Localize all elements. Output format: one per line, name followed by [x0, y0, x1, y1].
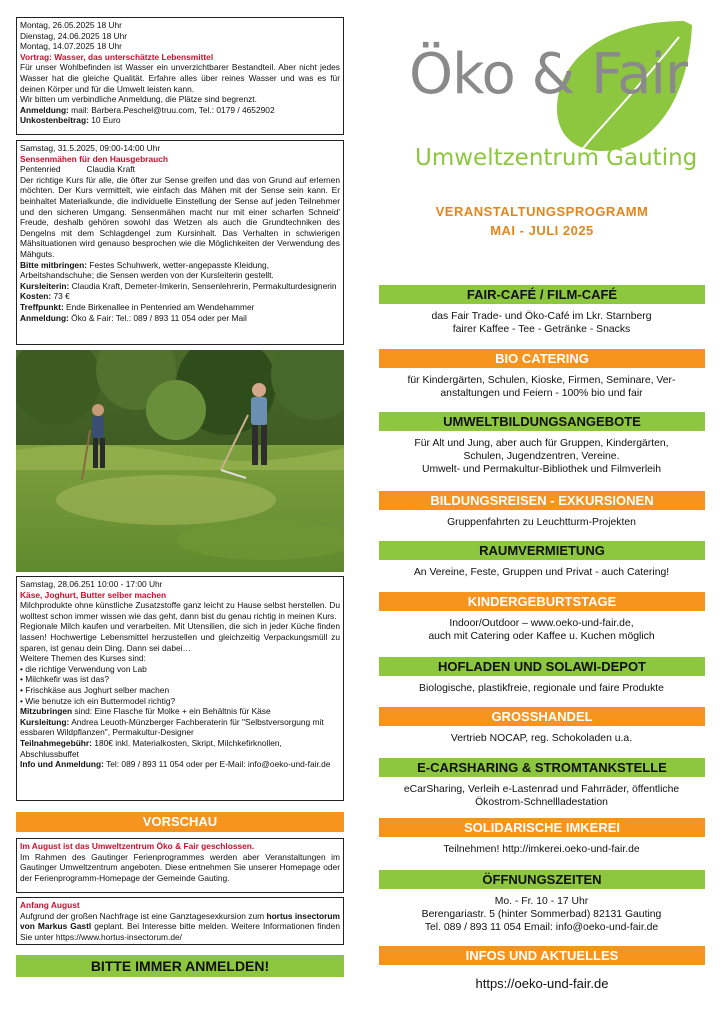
- event-body-2: Regionale Milch kaufen und verarbeiten. Mit Utensilien, die sich in jeder Küche finden lassen! Hochwertige Lebensmittel herzustellen und gleichzeitig Verpackungsmüll zu sparen, ist genau dein Ding. Dann sei dabei…: [20, 621, 340, 653]
- service-line: eCarSharing, Verleih e-Lastenrad und Fahrräder, öffentliche: [403, 784, 680, 795]
- service-line: An Vereine, Feste, Gruppen und Privat - auch Catering!: [413, 567, 670, 578]
- event-date: Dienstag, 24.06.2025 18 Uhr: [20, 30, 128, 41]
- service-line: fairer Kaffee - Tee - Getränke - Snacks: [452, 324, 631, 335]
- meadow-scene-image: [16, 350, 344, 572]
- event-water: [16, 17, 344, 135]
- preview-title: Im August ist das Umweltzentrum Öko & Fair geschlossen.: [20, 841, 255, 851]
- service-line: Mo. - Fr. 10 - 17 Uhr: [494, 896, 589, 907]
- service-heading: HOFLADEN UND SOLAWI-DEPOT: [379, 657, 705, 676]
- service-line: Für Alt und Jung, aber auch für Gruppen, Kindergärten,: [414, 438, 669, 449]
- event-registration: Anmeldung: mail: Barbera.Peschel@truu.com, Tel.: 0179 / 4652902: [20, 104, 275, 115]
- logo-subtitle: Umweltzentrum Gauting: [415, 145, 698, 171]
- service-description: [379, 516, 704, 529]
- event-lead: Kursleitung: Andrea Leuoth-Münzberger Fachberaterin für "Selbstversorgung mit essbaren Wildpflanzen", Permakultur-Designer: [20, 716, 324, 738]
- service-line: Umwelt- und Permakultur-Bibliothek und Filmverleih: [421, 464, 662, 475]
- service-description: [379, 895, 704, 934]
- service-heading: RAUMVERMIETUNG: [379, 541, 705, 560]
- scything-photo: [16, 350, 344, 572]
- service-line: für Kindergärten, Schulen, Kioske, Firmen, Seminare, Ver-: [407, 375, 676, 386]
- event-meeting-point: Treffpunkt: Ende Birkenallee in Pentenried am Wendehammer: [20, 301, 255, 312]
- event-topics-intro: Weitere Themen des Kurses sind:: [20, 653, 146, 664]
- service-line: Biologische, plastikfreie, regionale und faire Produkte: [419, 683, 664, 694]
- service-line: Indoor/Outdoor – www.oeko-und-fair.de,: [449, 618, 634, 629]
- service-heading: FAIR-CAFÉ / FILM-CAFÉ: [379, 285, 705, 304]
- preview-body: Im Rahmen des Gautinger Ferienprogrammes werden aber Veranstaltungen im Gautinger Umweltzentrum angeboten. Diese entnehmen Sie unserer Homepage oder der Ferienprogramm-Homepage der Gemeinde Gauting.: [20, 851, 340, 883]
- service-heading: BIO CATERING: [379, 349, 705, 368]
- service-description: [379, 682, 704, 695]
- event-lead: Kursleiterin: Claudia Kraft, Demeter-Imkerin, Sensenlehrerin, Permakulturdesignerin: [20, 280, 337, 291]
- service-line: Ökostrom-Schnellladestation: [475, 797, 608, 808]
- service-line: das Fair Trade- und Öko-Café im Lkr. Starnberg: [431, 311, 652, 322]
- list-item: • Milchkefir was ist das?: [20, 674, 110, 685]
- list-item: • Wie benutze ich ein Buttermodel richtig?: [20, 695, 176, 706]
- service-heading: SOLIDARISCHE IMKEREI: [379, 818, 705, 837]
- service-heading: KINDERGEBURTSTAGE: [379, 592, 705, 611]
- service-description: [379, 374, 704, 400]
- event-registration: Info und Anmeldung: Tel: 089 / 893 11 054 oder per E-Mail: info@oeko-und-fair.de: [20, 759, 331, 770]
- event-date: Montag, 14.07.2025 18 Uhr: [20, 41, 122, 52]
- event-date: Samstag, 31.5.2025, 09:00-14:00 Uhr: [20, 143, 161, 153]
- preview-body: Aufgrund der großen Nachfrage ist eine Ganztagesexkursion zum hortus insectorum von Markus Gastl geplant. Bei Interesse bitte melden. Weitere Informationen finden Sie unter https://www.hortus-insectorum.de/: [20, 910, 340, 942]
- service-description: [379, 310, 704, 336]
- event-registration: Anmeldung: Öko & Fair: Tel.: 089 / 893 11 054 oder per Mail: [20, 312, 247, 323]
- preview-title: Anfang August: [20, 900, 80, 910]
- service-description: [379, 732, 704, 745]
- service-heading: E-CARSHARING & STROMTANKSTELLE: [379, 758, 705, 777]
- event-cost: Kosten: 73 €: [20, 291, 70, 302]
- service-description: [379, 437, 704, 476]
- service-line: Gruppenfahrten zu Leuchtturm-Projekten: [447, 517, 636, 528]
- event-title: Vortrag: Wasser, das unterschätzte Lebensmittel: [20, 51, 214, 62]
- service-line: anstaltungen und Feiern - 100% bio und fair: [440, 388, 643, 399]
- service-description: [379, 783, 704, 809]
- service-heading: GROSSHANDEL: [379, 707, 705, 726]
- event-bring: Bitte mitbringen: Festes Schuhwerk, wetter-angepasste Kleidung, Arbeitshandschuhe; die Sensen werden von der Kursleiterin gestellt.: [20, 259, 274, 281]
- preview-excursion: [16, 897, 344, 945]
- service-line: Schulen, Jugendzentren, Vereine.: [463, 451, 620, 462]
- service-heading: ÖFFNUNGSZEITEN: [379, 870, 705, 889]
- service-heading: BILDUNGSREISEN - EXKURSIONEN: [379, 491, 705, 510]
- preview-heading: VORSCHAU: [16, 812, 344, 832]
- logo: [379, 17, 705, 187]
- preview-august-closed: [16, 838, 344, 893]
- event-fee: Teilnahmegebühr: 180€ inkl. Materialkosten, Skript, Milchkefirknollen, Abschlussbuffet: [20, 737, 282, 759]
- event-cost: Unkostenbeitrag: 10 Euro: [20, 115, 121, 126]
- service-line: Tel. 089 / 893 11 054 Email: info@oeko-und-fair.de: [424, 922, 659, 933]
- service-line: Berengariastr. 5 (hinter Sommerbad) 82131 Gauting: [421, 909, 662, 920]
- event-title: Sensenmähen für den Hausgebrauch: [20, 153, 168, 164]
- event-note: Wir bitten um verbindliche Anmeldung, die Plätze sind begrenzt.: [20, 94, 257, 105]
- list-item: • die richtige Verwendung von Lab: [20, 663, 147, 674]
- program-period: MAI - JULI 2025: [490, 223, 594, 238]
- list-item: • Frischkäse aus Joghurt selber machen: [20, 684, 170, 695]
- service-heading: UMWELTBILDUNGSANGEBOTE: [379, 412, 705, 431]
- program-title: VERANSTALTUNGSPROGRAMM: [435, 204, 649, 219]
- event-date: Samstag, 28.06.251 10:00 - 17:00 Uhr: [20, 579, 163, 589]
- event-body: Milchprodukte ohne künstliche Zusatzstoffe ganz leicht zu Hause selbst herstellen. Du wolltest schon immer wissen wie das geht, dann bist du genau richtig in meinen Kurs.: [20, 600, 340, 621]
- event-scythe: [16, 140, 344, 345]
- service-line: Teilnehmen! http://imkerei.oeko-und-fair.de: [443, 844, 640, 855]
- event-teacher: Pentenried Claudia Kraft: [20, 164, 135, 175]
- event-title: Käse, Joghurt, Butter selber machen: [20, 589, 167, 600]
- event-bring: Mitzubringen sind: Eine Flasche für Molke + ein Behältnis für Käse: [20, 706, 271, 717]
- event-date: Montag, 26.05.2025 18 Uhr: [20, 20, 122, 30]
- event-cheese: [16, 576, 344, 801]
- service-heading: INFOS UND AKTUELLES: [379, 946, 705, 965]
- service-line: Vertrieb NOCAP, reg. Schokoladen u.a.: [450, 733, 633, 744]
- event-body: Der richtige Kurs für alle, die öfter zur Sense greifen und das von Grund auf erlernen möchten. Der Kurs vermittelt, wie einfach das Mähen mit der Sense sein kann. Er beinhaltet Materialkunde, die individuelle Einstellung der Sense auf jeden Teilnehmer und den sicheren Umgang. Sensenmähen macht nur mit einer scharfen Schneid' Freude, deshalb gehören sowohl das Wetzen als auch die Grundtechniken des Dengelns mit dem Schlagdengel zum Kursinhalt. Das Verhalten in schwierigen Mähsituationen wird genauso besprochen wie die Möglichkeiten der Verwendung des Mähguts.: [20, 174, 340, 259]
- event-body: Für unser Wohlbefinden ist Wasser ein unverzichtbarer Bestandteil. Aber nicht jedes Wasser hat die gleiche Qualität. Erfahre alles über reines Wasser und was es für deinen Körper und für die Umwelt leisten kann.: [20, 62, 340, 94]
- service-description: [379, 566, 704, 579]
- service-description: [379, 617, 704, 643]
- service-description: [379, 843, 704, 856]
- service-line: auch mit Catering oder Kaffee u. Kuchen möglich: [428, 631, 655, 642]
- website-link[interactable]: https://oeko-und-fair.de: [475, 976, 609, 991]
- register-reminder: BITTE IMMER ANMELDEN!: [16, 955, 344, 977]
- logo-text: Öko & Fair: [409, 42, 688, 107]
